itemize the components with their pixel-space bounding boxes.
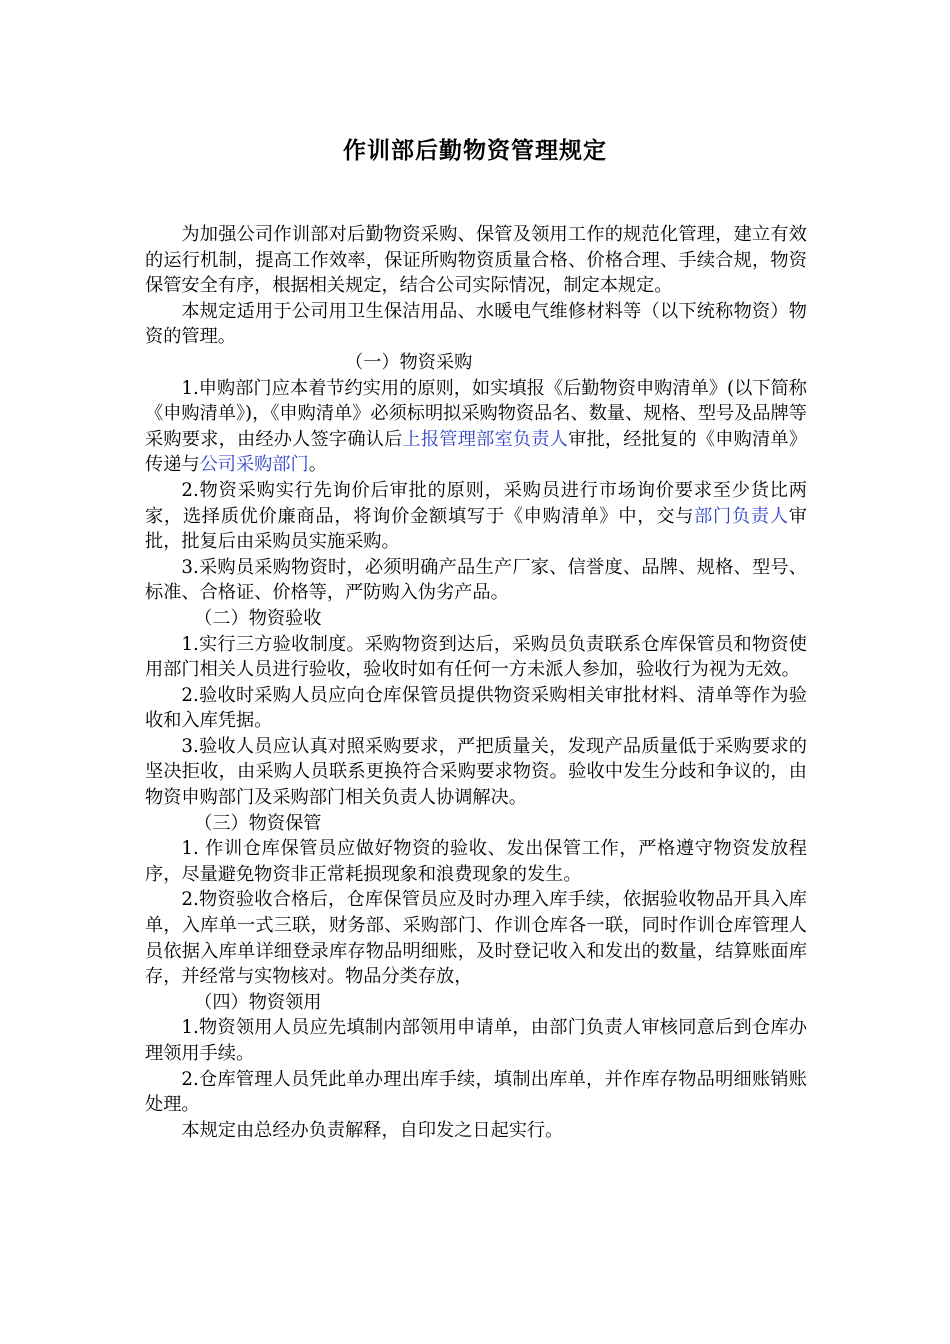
requisition-item-1: 1.物资领用人员应先填制内部领用申请单，由部门负责人审核同意后到仓库办理领用手续。 xyxy=(145,1017,807,1064)
section-heading-acceptance: （二）物资验收 xyxy=(194,607,322,629)
acceptance-item-1: 1.实行三方验收制度。采购物资到达后，采购员负责联系仓库保管员和物资使用部门相关人员进行验收，验收时如有任何一方未派人参加，验收行为视为无效。 xyxy=(145,633,807,681)
intro-paragraph-2: 本规定适用于公司用卫生保洁用品、水暖电气维修材料等（以下统称物资）物资的管理。 xyxy=(145,300,807,348)
procurement-item-1-text-c: 。 xyxy=(308,454,327,476)
procurement-item-1-text-a: 1.申购部门应本着节约实用的原则，如实填报《后勤物资申购清单》(以下简称《申购清单》)，《申购清单》必须标明拟采购物资品名、数量、规格、型号及品牌等采购要求，由经办人签字确认后 xyxy=(145,377,807,450)
procurement-item-2-text-b: 审批，批复后由采购员实施采购。 xyxy=(145,505,807,553)
procurement-item-1-text-b: 审批，经批复的《申购清单》传递与 xyxy=(145,428,807,476)
link-management-head[interactable]: 上报管理部室负责人 xyxy=(402,428,569,450)
acceptance-item-2: 2.验收时采购人员应向仓库保管员提供物资采购相关审批材料、清单等作为验收和入库凭据。 xyxy=(145,684,807,732)
page-title: 作训部后勤物资管理规定 xyxy=(343,137,607,164)
procurement-item-2 xyxy=(145,478,807,555)
section-heading-procurement: （一）物资采购 xyxy=(345,351,473,373)
procurement-item-3: 3.采购员采购物资时，必须明确产品生产厂家、信誉度、品牌、规格、型号、标准、合格证、价格等，严防购入伪劣产品。 xyxy=(145,556,807,604)
procurement-item-2-text-a: 2.物资采购实行先询价后审批的原则，采购员进行市场询价要求至少货比两家，选择质优价廉商品，将询价金额填写于《申购清单》中，交与 xyxy=(145,479,807,527)
storage-item-2: 2.物资验收合格后，仓库保管员应及时办理入库手续，依据验收物品开具入库单，入库单一式三联，财务部、采购部门、作训仓库各一联，同时作训仓库管理人员依据入库单详细登录库存物品明细账，及时登记收入和发出的数量，结算账面库存，并经常与实物核对。物品分类存放， xyxy=(145,889,807,988)
storage-item-1: 1. 作训仓库保管员应做好物资的验收、发出保管工作，严格遵守物资发放程序，尽量避免物资非正常耗损现象和浪费现象的发生。 xyxy=(145,838,807,885)
section-heading-requisition: （四）物资领用 xyxy=(194,991,322,1013)
procurement-item-1 xyxy=(145,376,807,478)
link-department-head[interactable]: 部门负责人 xyxy=(694,505,789,527)
requisition-item-2: 2.仓库管理人员凭此单办理出库手续，填制出库单，并作库存物品明细账销账处理。 xyxy=(145,1068,807,1116)
intro-paragraph-1: 为加强公司作训部对后勤物资采购、保管及领用工作的规范化管理，建立有效的运行机制，提高工作效率，保证所购物资质量合格、价格合理、手续合规，物资保管安全有序，根据相关规定，结合公司实际情况，制定本规定。 xyxy=(145,224,807,297)
closing-paragraph: 本规定由总经办负责解释，自印发之日起实行。 xyxy=(181,1119,564,1141)
document-body xyxy=(145,222,807,1143)
section-heading-storage: （三）物资保管 xyxy=(194,812,322,834)
link-purchasing-department[interactable]: 公司采购部门 xyxy=(199,454,309,476)
acceptance-item-3: 3.验收人员应认真对照采购要求，严把质量关，发现产品质量低于采购要求的坚决拒收，由采购人员联系更换符合采购要求物资。验收中发生分歧和争议的，由物资申购部门及采购部门相关负责人协调解决。 xyxy=(145,735,807,809)
